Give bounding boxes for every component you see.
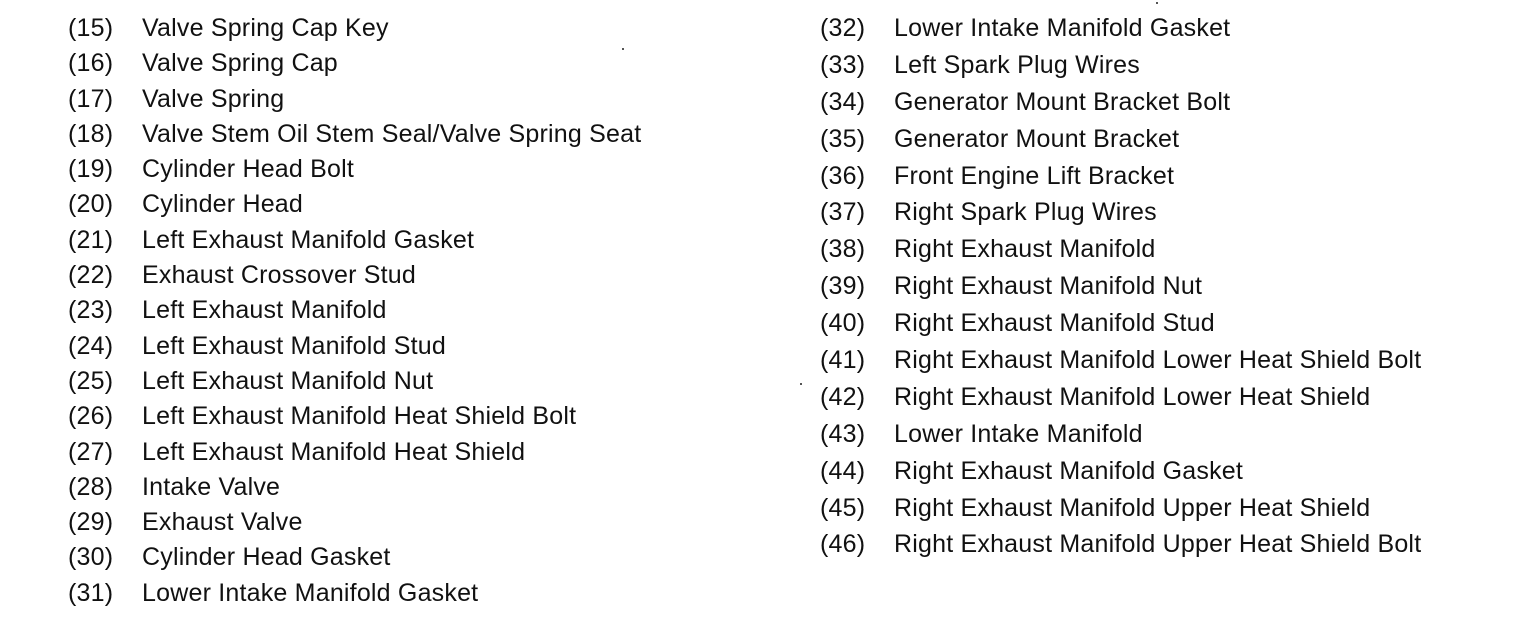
- legend-item-label: Left Exhaust Manifold Nut: [142, 366, 434, 395]
- legend-item: [820, 234, 1500, 265]
- legend-item-label: Left Exhaust Manifold Heat Shield Bolt: [142, 402, 577, 431]
- legend-item-number: (20): [68, 190, 114, 219]
- legend-item-number: (26): [68, 402, 114, 431]
- legend-item-label: Exhaust Valve: [142, 508, 303, 537]
- legend-item-number: (25): [68, 366, 114, 395]
- legend-item: [68, 225, 768, 256]
- legend-item: [68, 119, 768, 150]
- legend-item: [68, 13, 768, 44]
- legend-item-label: Cylinder Head Bolt: [142, 155, 355, 184]
- legend-item-label: Left Exhaust Manifold Stud: [142, 331, 446, 360]
- legend-item: [68, 578, 768, 609]
- legend-item-number: (22): [68, 261, 114, 290]
- legend-item-number: (16): [68, 49, 114, 78]
- legend-item: [820, 197, 1500, 228]
- legend-item-number: (18): [68, 119, 114, 148]
- legend-item: [68, 331, 768, 362]
- legend-item: [820, 419, 1500, 450]
- legend-item-number: (46): [820, 530, 866, 559]
- legend-item-label: Valve Spring: [142, 84, 285, 113]
- legend-item: [820, 13, 1500, 44]
- legend-item-number: (41): [820, 346, 866, 375]
- legend-item-label: Intake Valve: [142, 472, 281, 501]
- legend-item-number: (35): [820, 124, 866, 153]
- legend-item: [68, 295, 768, 326]
- legend-item-label: Lower Intake Manifold Gasket: [894, 14, 1231, 42]
- legend-item: [68, 437, 768, 468]
- legend-item-number: (40): [820, 309, 866, 338]
- legend-item: [820, 308, 1500, 339]
- legend-item-number: (43): [820, 419, 866, 448]
- legend-item-number: (29): [68, 508, 114, 537]
- legend-item-label: Cylinder Head Gasket: [142, 543, 391, 572]
- legend-item: [820, 124, 1500, 155]
- legend-item-label: Left Exhaust Manifold Heat Shield: [142, 437, 526, 466]
- legend-item-label: Lower Intake Manifold: [894, 419, 1143, 448]
- legend-item-number: (24): [68, 331, 114, 360]
- legend-item-label: Valve Stem Oil Stem Seal/Valve Spring Seat: [142, 119, 642, 148]
- legend-item: [820, 87, 1500, 118]
- legend-item-number: (39): [820, 272, 866, 301]
- legend-item-label: Left Exhaust Manifold Gasket: [142, 225, 475, 254]
- legend-item-label: Right Exhaust Manifold Lower Heat Shield Bolt: [894, 346, 1422, 375]
- legend-item: [68, 260, 768, 291]
- legend-item-label: Right Exhaust Manifold Gasket: [894, 456, 1244, 485]
- legend-item: [820, 271, 1500, 302]
- legend-item-label: Cylinder Head: [142, 190, 304, 219]
- legend-item: [68, 189, 768, 220]
- legend-item-number: (45): [820, 493, 866, 522]
- legend-item-number: (23): [68, 296, 114, 325]
- legend-item-label: Right Spark Plug Wires: [894, 198, 1157, 227]
- legend-item-number: (34): [820, 87, 866, 116]
- legend-item: [68, 401, 768, 432]
- legend-item: [820, 529, 1500, 560]
- legend-item-label: Generator Mount Bracket: [894, 124, 1180, 153]
- scan-speck: [800, 383, 802, 385]
- legend-item: [820, 345, 1500, 376]
- legend-item: [68, 48, 768, 79]
- legend-item-label: Front Engine Lift Bracket: [894, 161, 1175, 190]
- legend-item-label: Left Exhaust Manifold: [142, 296, 387, 325]
- legend-item-label: Right Exhaust Manifold Upper Heat Shield Bolt: [894, 530, 1422, 559]
- legend-item-number: (15): [68, 14, 114, 42]
- legend-item: [68, 542, 768, 573]
- legend-item: [68, 507, 768, 538]
- legend-item-label: Lower Intake Manifold Gasket: [142, 578, 479, 607]
- legend-item-number: (42): [820, 382, 866, 411]
- legend-item-label: Right Exhaust Manifold Lower Heat Shield: [894, 382, 1371, 411]
- legend-item-number: (37): [820, 198, 866, 227]
- legend-item-number: (27): [68, 437, 114, 466]
- legend-item: [820, 456, 1500, 487]
- legend-item-number: (38): [820, 235, 866, 264]
- legend-item: [820, 50, 1500, 81]
- legend-item-label: Right Exhaust Manifold Stud: [894, 309, 1215, 338]
- legend-item-number: (19): [68, 155, 114, 184]
- scan-speck: [1156, 2, 1158, 4]
- legend-item: [68, 472, 768, 503]
- legend-column-right: [820, 13, 1500, 566]
- legend-item-number: (33): [820, 50, 866, 79]
- legend-item-number: (31): [68, 578, 114, 607]
- legend-item-label: Valve Spring Cap Key: [142, 14, 389, 42]
- legend-item-label: Generator Mount Bracket Bolt: [894, 87, 1231, 116]
- legend-item-label: Exhaust Crossover Stud: [142, 261, 416, 290]
- legend-item-label: Right Exhaust Manifold: [894, 235, 1156, 264]
- scan-speck: [622, 48, 624, 50]
- legend-item-number: (44): [820, 456, 866, 485]
- legend-item: [68, 84, 768, 115]
- legend-item-number: (32): [820, 14, 866, 42]
- legend-item-label: Valve Spring Cap: [142, 49, 338, 78]
- legend-item: [820, 382, 1500, 413]
- legend-item: [68, 154, 768, 185]
- legend-item: [820, 161, 1500, 192]
- legend-item-number: (30): [68, 543, 114, 572]
- legend-column-left: [68, 13, 768, 613]
- legend-item-label: Right Exhaust Manifold Upper Heat Shield: [894, 493, 1371, 522]
- legend-item-number: (17): [68, 84, 114, 113]
- legend-item: [820, 493, 1500, 524]
- legend-item-label: Right Exhaust Manifold Nut: [894, 272, 1203, 301]
- legend-item-number: (21): [68, 225, 114, 254]
- legend-item: [68, 366, 768, 397]
- legend-item-number: (36): [820, 161, 866, 190]
- legend-item-label: Left Spark Plug Wires: [894, 50, 1140, 79]
- legend-item-number: (28): [68, 472, 114, 501]
